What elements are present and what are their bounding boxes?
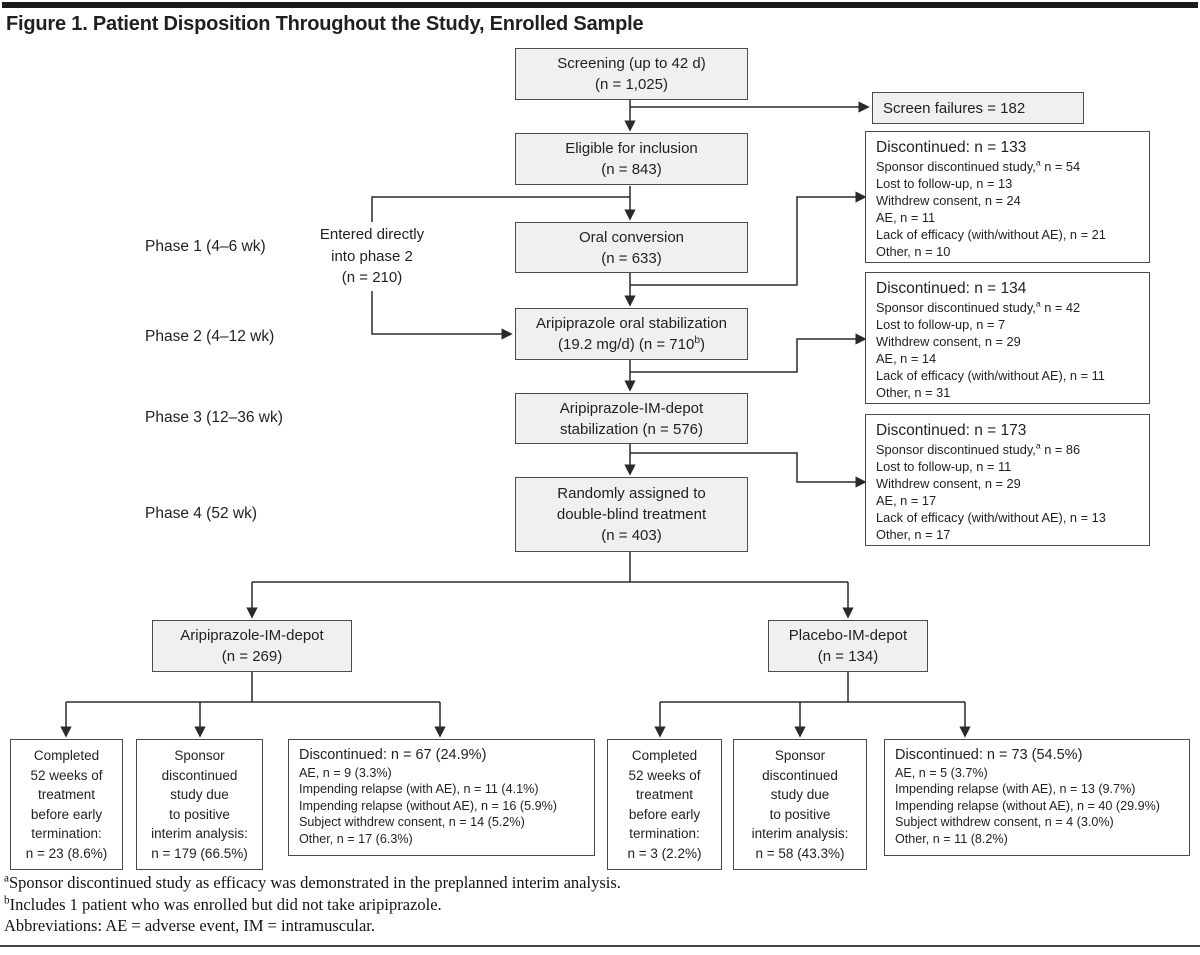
- placebo-arm-box: [768, 620, 928, 672]
- connector-randomized-split: [252, 552, 848, 582]
- discontinued-phase1-item: Other, n = 10: [876, 244, 951, 259]
- completed-right-line: before early: [628, 806, 701, 822]
- aripiprazole-arm-box: [152, 620, 352, 672]
- oral-stabilization-line1: Aripiprazole oral stabilization: [536, 315, 727, 332]
- discontinued-left-box: [288, 739, 595, 856]
- discontinued-phase1-item: Withdrew consent, n = 24: [876, 193, 1021, 208]
- figure-title: Figure 1. Patient Disposition Throughout the Study, Enrolled Sample: [6, 13, 644, 35]
- completed-right-line: Completed: [631, 748, 698, 763]
- discontinued-right-item: Impending relapse (with AE), n = 13 (9.7%): [895, 782, 1136, 797]
- sponsor-left-line: Sponsor: [174, 748, 225, 763]
- screening-line1: Screening (up to 42 d): [557, 55, 706, 72]
- discontinued-phase2-sponsor: Sponsor discontinued study,$^a$ n = 42: [876, 298, 1081, 315]
- discontinued-phase3-item: Lost to follow-up, n = 11: [876, 459, 1012, 474]
- sponsor-left-line: to positive: [169, 806, 230, 822]
- eligible-line1: Eligible for inclusion: [565, 140, 698, 157]
- sponsor-right-line: study due: [770, 787, 830, 802]
- completed-right-box: [607, 739, 722, 870]
- randomized-line2: double-blind treatment: [556, 506, 707, 523]
- completed-left-box: [10, 739, 123, 870]
- discontinued-right-item: Other, n = 11 (8.2%): [895, 831, 1008, 846]
- placebo-arm-line2: (n = 134): [817, 648, 879, 665]
- footnote-a-marker: a: [1035, 440, 1041, 451]
- discontinued-left-item: AE, n = 9 (3.3%): [299, 766, 392, 780]
- footnote-a-marker: a: [1035, 157, 1041, 168]
- discontinued-phase3-sponsor: Sponsor discontinued study,$^a$ n = 86: [876, 440, 1081, 457]
- discontinued-phase3-item: AE, n = 17: [876, 493, 937, 508]
- sponsor-left-line: study due: [170, 787, 229, 802]
- discontinued-left-header: Discontinued: n = 67 (24.9%): [299, 747, 487, 763]
- completed-left-line: 52 weeks of: [30, 767, 103, 783]
- discontinued-right-item: Impending relapse (without AE), n = 40 (29.9%): [895, 798, 1160, 813]
- sponsor-right-line: discontinued: [762, 767, 838, 783]
- screen-failures-box: [872, 92, 1084, 124]
- oral-stabilization-line2: (19.2 mg/d) $(n = 710^b)$: [558, 335, 705, 353]
- randomized-box: [515, 477, 748, 552]
- discontinued-phase1-item: Lack of efficacy (with/without AE), n = 21: [876, 227, 1106, 242]
- discontinued-phase2-item: AE, n = 14: [876, 351, 937, 366]
- entered-directly-note: [302, 224, 442, 289]
- discontinued-phase2-header: Discontinued: n = 134: [876, 280, 1027, 297]
- bottom-rule: [0, 945, 1200, 947]
- randomized-line1: Randomly assigned to: [557, 485, 706, 502]
- discontinued-right-box: [884, 739, 1190, 856]
- sponsor-right-line: n = 58 (43.3%): [755, 845, 845, 861]
- screening-box: [515, 48, 748, 100]
- footnote-b-marker: b: [694, 335, 700, 346]
- im-depot-line1: Aripiprazole-IM-depot: [559, 399, 704, 417]
- discontinued-phase2-item: Withdrew consent, n = 29: [876, 334, 1021, 349]
- footnote-b: $^b$Includes 1 patient who was enrolled but did not take aripiprazole.: [4, 894, 442, 914]
- discontinued-phase3-item: Withdrew consent, n = 29: [876, 476, 1021, 491]
- completed-left-line: termination:: [31, 826, 102, 841]
- completed-right-line: n = 3 (2.2%): [627, 845, 702, 861]
- screening-line2: (n = 1,025): [595, 76, 668, 93]
- discontinued-phase3-box: [865, 414, 1150, 546]
- completed-left-line: Completed: [33, 748, 100, 763]
- discontinued-phase2-item: Lost to follow-up, n = 7: [876, 317, 1006, 332]
- completed-right-line: treatment: [635, 787, 694, 802]
- discontinued-right-header: Discontinued: n = 73 (54.5%): [895, 747, 1083, 763]
- discontinued-left-item: Subject withdrew consent, n = 14 (5.2%): [299, 815, 525, 830]
- discontinued-phase2-item: Lack of efficacy (with/without AE), n = 11: [876, 368, 1105, 383]
- discontinued-phase1-header: Discontinued: n = 133: [876, 139, 1027, 156]
- footnote-a-marker: a: [1035, 298, 1041, 309]
- aripiprazole-arm-line2: (n = 269): [221, 648, 283, 665]
- im-depot-line2: stabilization (n = 576): [560, 420, 703, 438]
- discontinued-right-item: AE, n = 5 (3.7%): [895, 766, 988, 780]
- sponsor-left-line: n = 179 (66.5%): [151, 845, 248, 861]
- phase-2-label: Phase 2 (4–12 wk): [145, 328, 275, 345]
- oral-stabilization-box: [515, 308, 748, 360]
- discontinued-phase2-box: [865, 272, 1150, 404]
- entered-directly-line2: into phase 2: [331, 247, 413, 265]
- eligible-box: [515, 133, 748, 185]
- discontinued-left-item: Impending relapse (without AE), n = 16 (5.9%): [299, 798, 557, 813]
- eligible-line2: (n = 843): [601, 161, 662, 178]
- aripiprazole-arm-line1: Aripiprazole-IM-depot: [180, 627, 324, 644]
- entered-directly-line3: (n = 210): [341, 269, 403, 286]
- completed-right-line: 52 weeks of: [628, 767, 701, 783]
- discontinued-phase3-item: Lack of efficacy (with/without AE), n = 13: [876, 510, 1106, 525]
- footnote-b-marker: b: [4, 894, 10, 906]
- completed-left-line: treatment: [37, 787, 96, 802]
- completed-left-line: before early: [30, 806, 103, 822]
- discontinued-phase1-sponsor: Sponsor discontinued study,$^a$ n = 54: [876, 157, 1081, 174]
- footnotes: [4, 872, 621, 937]
- oral-conversion-line1: Oral conversion: [578, 228, 685, 246]
- connector-entereddirectly-oralstabilization: [372, 291, 511, 334]
- oral-conversion-line2: (n = 633): [601, 249, 662, 267]
- discontinued-phase3-header: Discontinued: n = 173: [876, 422, 1027, 439]
- placebo-arm-line1: Placebo-IM-depot: [788, 627, 908, 644]
- discontinued-left-item: Other, n = 17 (6.3%): [299, 831, 413, 846]
- sponsor-discontinued-left-box: [136, 739, 263, 870]
- connector-eligible-entereddirectly: [372, 197, 630, 222]
- connector-left-arm-split: [66, 672, 440, 702]
- sponsor-right-line: to positive: [769, 806, 831, 822]
- phase-1-label: Phase 1 (4–6 wk): [145, 238, 266, 255]
- screen-failures-text: Screen failures = 182: [883, 99, 1026, 117]
- discontinued-phase1-item: Lost to follow-up, n = 13: [876, 176, 1013, 191]
- phase-4-label: Phase 4 (52 wk): [145, 505, 257, 522]
- completed-right-line: termination:: [629, 826, 700, 841]
- sponsor-discontinued-right-box: [733, 739, 867, 870]
- footnote-a-marker: a: [4, 872, 9, 885]
- sponsor-right-line: interim analysis:: [751, 826, 849, 841]
- entered-directly-line1: Entered directly: [319, 226, 425, 243]
- im-depot-stabilization-box: [515, 393, 748, 444]
- phase-3-label: Phase 3 (12–36 wk): [145, 409, 283, 426]
- discontinued-phase1-box: [865, 131, 1150, 263]
- oral-conversion-box: [515, 222, 748, 273]
- discontinued-phase3-item: Other, n = 17: [876, 527, 951, 542]
- sponsor-left-line: discontinued: [161, 767, 238, 783]
- discontinued-right-item: Subject withdrew consent, n = 4 (3.0%): [895, 815, 1114, 830]
- randomized-line3: (n = 403): [601, 527, 662, 544]
- footnote-a: $^a$Sponsor discontinued study as efficacy was demonstrated in the preplanned interim analysis.: [4, 872, 621, 892]
- completed-left-line: n = 23 (8.6%): [25, 845, 108, 861]
- discontinued-phase1-item: AE, n = 11: [876, 210, 936, 225]
- connector-right-arm-split: [660, 672, 965, 702]
- sponsor-left-line: interim analysis:: [151, 826, 248, 841]
- discontinued-left-item: Impending relapse (with AE), n = 11 (4.1%): [299, 782, 539, 797]
- discontinued-phase2-item: Other, n = 31: [876, 385, 951, 400]
- sponsor-right-line: Sponsor: [774, 748, 826, 763]
- footnote-abbreviations: Abbreviations: AE = adverse event, IM = intramuscular.: [4, 916, 375, 935]
